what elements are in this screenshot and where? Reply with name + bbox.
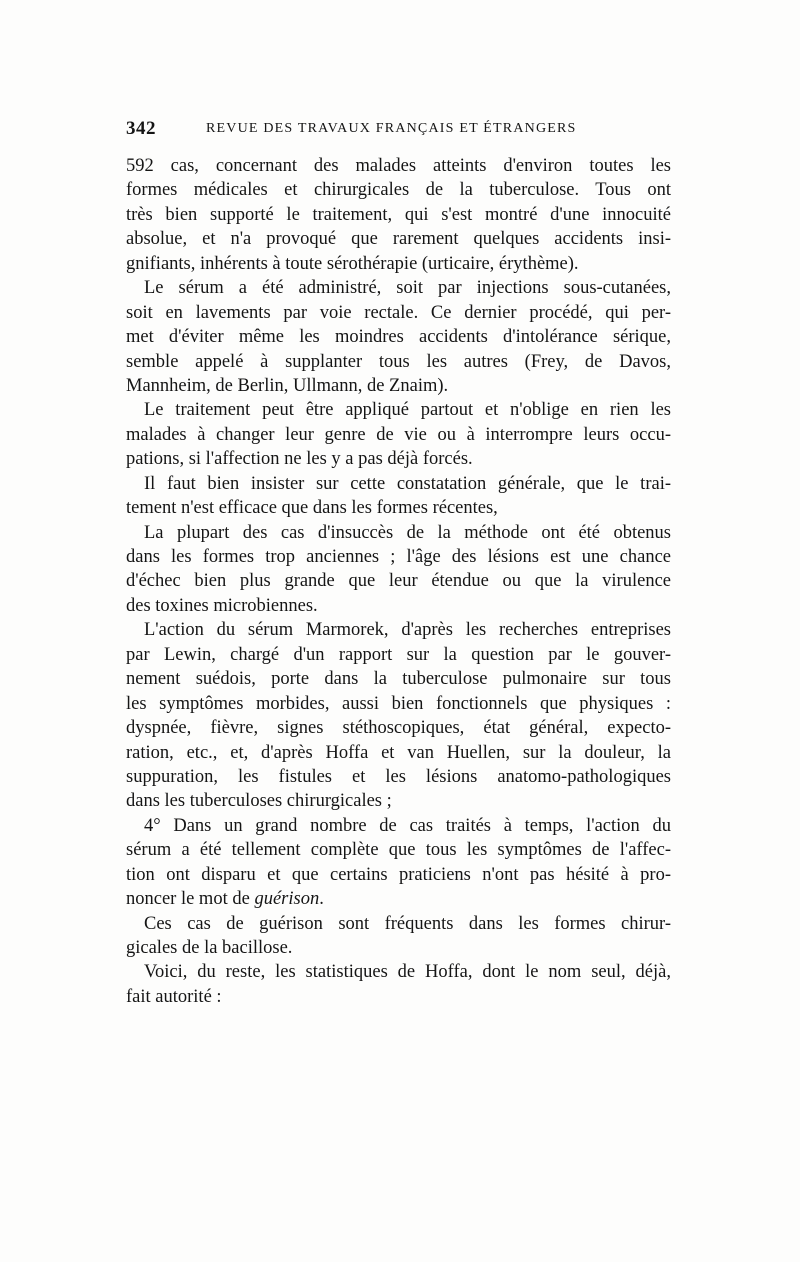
text-line: absolue, et n'a provoqué que rarement quelques accidents insi-: [126, 229, 671, 250]
text-line: met d'éviter même les moindres accidents d'intolérance sérique,: [126, 327, 671, 348]
text-line: ration, etc., et, d'après Hoffa et van Huellen, sur la douleur, la: [126, 742, 671, 763]
text-line: très bien supporté le traitement, qui s'est montré d'une innocuité: [126, 204, 671, 225]
text-line: L'action du sérum Marmorek, d'après les recherches entreprises: [144, 620, 671, 641]
text-line: suppuration, les fistules et les lésions anatomo-pathologiques: [126, 766, 671, 787]
text-line: Le traitement peut être appliqué partout et n'oblige en rien les: [144, 400, 671, 421]
text-line: gicales de la bacillose.: [126, 938, 293, 958]
text-line: semble appelé à supplanter tous les autres (Frey, de Davos,: [126, 351, 671, 372]
text-line: formes médicales et chirurgicales de la tuberculose. Tous ont: [126, 180, 671, 201]
text-line: Le sérum a été administré, soit par injections sous-cutanées,: [144, 278, 671, 299]
text-line: nement suédois, porte dans la tuberculose pulmonaire sur tous: [126, 669, 671, 690]
running-title: REVUE DES TRAVAUX FRANÇAIS ET ÉTRANGERS: [206, 121, 577, 136]
text-line: Voici, du reste, les statistiques de Hoffa, dont le nom seul, déjà,: [144, 962, 671, 983]
text-line: Ces cas de guérison sont fréquents dans les formes chirur-: [144, 913, 671, 934]
text-line: dans les tuberculoses chirurgicales ;: [126, 791, 392, 812]
page-header: [126, 118, 686, 142]
text-line: soit en lavements par voie rectale. Ce dernier procédé, qui per-: [126, 302, 671, 323]
text-line: des toxines microbiennes.: [126, 595, 318, 616]
text-line: tement n'est efficace que dans les formes récentes,: [126, 498, 498, 519]
text-line: 592 cas, concernant des malades atteints d'environ toutes les: [126, 156, 671, 176]
text-line: gnifiants, inhérents à toute sérothérapie (urticaire, érythème).: [126, 253, 579, 274]
body-text: [126, 154, 671, 1009]
text-line: sérum a été tellement complète que tous les symptômes de l'affec-: [126, 840, 671, 861]
text-line: pations, si l'affection ne les y a pas déjà forcés.: [126, 449, 473, 470]
text-line: noncer le mot de guérison.: [126, 889, 324, 910]
text-line: d'échec bien plus grande que leur étendue ou que la virulence: [126, 571, 671, 592]
text-line: tion ont disparu et que certains praticiens n'ont pas hésité à pro-: [126, 864, 671, 885]
text-line: dans les formes trop anciennes ; l'âge des lésions est une chance: [126, 547, 671, 567]
text-line: Il faut bien insister sur cette constatation générale, que le trai-: [144, 473, 671, 494]
text-line: dyspnée, fièvre, signes stéthoscopiques, état général, expecto-: [126, 718, 671, 739]
text-line: les symptômes morbides, aussi bien fonctionnels que physiques :: [126, 693, 671, 714]
page-number: 342: [126, 118, 156, 139]
text-line: 4° Dans un grand nombre de cas traités à temps, l'action du: [144, 815, 671, 836]
text-line: Mannheim, de Berlin, Ullmann, de Znaim).: [126, 375, 449, 396]
text-line: malades à changer leur genre de vie ou à interrompre leurs occu-: [126, 424, 671, 445]
text-line: La plupart des cas d'insuccès de la méthode ont été obtenus: [144, 522, 671, 543]
text-line: par Lewin, chargé d'un rapport sur la question par le gouver-: [126, 644, 671, 665]
text-line: fait autorité :: [126, 986, 222, 1007]
